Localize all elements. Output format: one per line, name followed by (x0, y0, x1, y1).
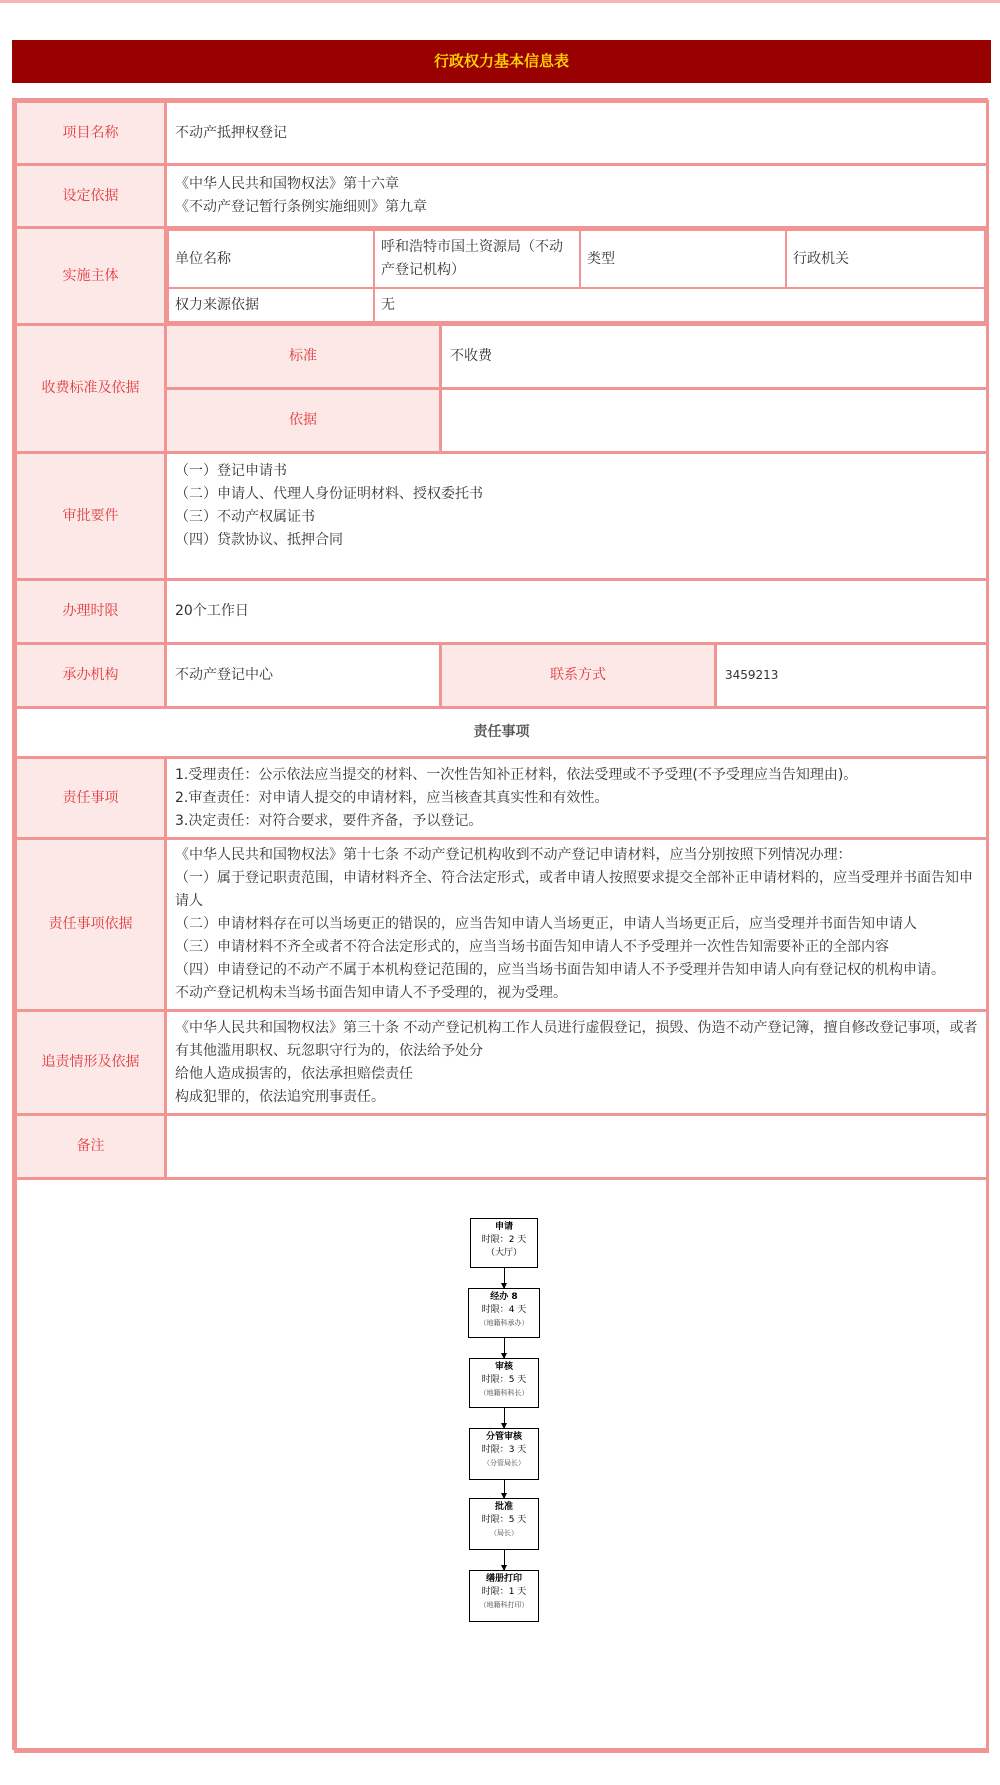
project-name-label: 项目名称 (16, 102, 166, 165)
duty-basis-line: 《中华人民共和国物权法》第十七条 不动产登记机构收到不动产登记申请材料，应当分别按照下列情况办理： (175, 847, 852, 863)
requirement-item: （一）登记申请书 (175, 463, 287, 479)
flow-arrow (504, 1268, 505, 1288)
contact-label: 联系方式 (441, 644, 716, 708)
page-title: 行政权力基本信息表 (12, 40, 991, 83)
flowchart (17, 1180, 986, 1750)
source-value: 无 (374, 288, 985, 322)
duty-basis-line: （二）申请材料存在可以当场更正的错误的，应当告知申请人当场更正，申请人当场更正后，应当受理并书面告知申请人 (175, 916, 917, 932)
duty-basis-value (166, 839, 988, 1011)
row-requirements (16, 453, 988, 580)
flow-arrow (504, 1480, 505, 1498)
accountability-label: 追责情形及依据 (16, 1011, 166, 1115)
remarks-value (166, 1115, 988, 1179)
source-label: 权力来源依据 (168, 288, 374, 322)
flow-arrow (504, 1550, 505, 1570)
flowchart-cell (16, 1179, 988, 1752)
flow-arrow (504, 1338, 505, 1358)
flow-step-print: 缮册打印 时限：1 天 （地籍科打印） (469, 1570, 539, 1622)
fee-basis-label: 依据 (166, 389, 441, 453)
basis-label: 设定依据 (16, 165, 166, 228)
accountability-line: 构成犯罪的，依法追究刑事责任。 (175, 1088, 385, 1105)
project-name-value: 不动产抵押权登记 (166, 102, 988, 165)
fee-basis-value (441, 389, 988, 453)
row-duty-basis (16, 839, 988, 1011)
duties-value (166, 758, 988, 839)
row-agency (16, 644, 988, 708)
contact-value: 3459213 (716, 644, 988, 708)
row-remarks (16, 1115, 988, 1179)
type-label: 类型 (580, 230, 786, 288)
duty-basis-label: 责任事项依据 (16, 839, 166, 1011)
section-title: 责任事项 (16, 708, 988, 758)
fee-label: 收费标准及依据 (16, 325, 166, 453)
basis-line: 《不动产登记暂行条例实施细则》第九章 (175, 199, 427, 215)
top-border (0, 0, 1000, 3)
subject-cell (166, 228, 988, 325)
row-accountability (16, 1011, 988, 1115)
time-limit-value: 20个工作日 (166, 580, 988, 644)
duty-basis-line: （四）申请登记的不动产不属于本机构登记范围的，应当当场书面告知申请人不予受理并告知申请人向有登记权的机构申请。 (175, 962, 945, 978)
accountability-line: 给他人造成损害的，依法承担赔偿责任 (175, 1065, 413, 1082)
row-flowchart (16, 1179, 988, 1752)
row-basis (16, 165, 988, 228)
flow-step-review: 审核 时限：5 天 （地籍科科长） (469, 1358, 539, 1408)
requirements-label: 审批要件 (16, 453, 166, 580)
row-duties (16, 758, 988, 839)
flow-step-apply: 申请 时限：2 天 （大厅） (470, 1218, 538, 1268)
duty-item: 3.决定责任：对符合要求，要件齐备，予以登记。 (175, 812, 483, 829)
time-limit-label: 办理时限 (16, 580, 166, 644)
duties-label: 责任事项 (16, 758, 166, 839)
duty-basis-line: 不动产登记机构未当场书面告知申请人不予受理的，视为受理。 (175, 985, 567, 1001)
requirement-item: （二）申请人、代理人身份证明材料、授权委托书 (175, 486, 483, 502)
subject-inner-table (167, 229, 986, 323)
accountability-line: 《中华人民共和国物权法》第三十条 不动产登记机构工作人员进行虚假登记，损毁、伪造不动产登记簿，擅自修改登记事项，或者有其他滥用职权、玩忽职守行为的，依法给予处分 (175, 1019, 978, 1059)
basis-line: 《中华人民共和国物权法》第十六章 (175, 176, 399, 192)
subject-label: 实施主体 (16, 228, 166, 325)
basis-value (166, 165, 988, 228)
info-table (14, 100, 989, 1753)
row-project-name (16, 102, 988, 165)
flow-step-deputy-review: 分管审核 时限：3 天 （分管局长） (469, 1428, 539, 1480)
type-value: 行政机关 (786, 230, 985, 288)
accountability-value (166, 1011, 988, 1115)
row-subject (16, 228, 988, 325)
requirement-item: （四）贷款协议、抵押合同 (175, 532, 343, 548)
flow-arrow (504, 1408, 505, 1428)
fee-standard-label: 标准 (166, 325, 441, 389)
unit-value: 呼和浩特市国土资源局（不动产登记机构） (374, 230, 580, 288)
duty-item: 2.审查责任：对申请人提交的申请材料，应当核查其真实性和有效性。 (175, 789, 609, 806)
fee-standard-value: 不收费 (441, 325, 988, 389)
duty-item: 1.受理责任：公示依法应当提交的材料、一次性告知补正材料，依法受理或不予受理(不予受理应当告知理由)。 (175, 766, 858, 783)
row-fee-standard (16, 325, 988, 389)
duty-basis-line: （三）申请材料不齐全或者不符合法定形式的，应当当场书面告知申请人不予受理并一次性告知需要补正的全部内容 (175, 939, 889, 955)
agency-label: 承办机构 (16, 644, 166, 708)
flow-step-handle: 经办 8 时限：4 天 （地籍科承办） (468, 1288, 540, 1338)
requirement-item: （三）不动产权属证书 (175, 509, 315, 525)
flow-step-approve: 批准 时限：5 天 （局长） (469, 1498, 539, 1550)
unit-label: 单位名称 (168, 230, 374, 288)
requirements-value (166, 453, 988, 580)
row-section-title (16, 708, 988, 758)
agency-value: 不动产登记中心 (166, 644, 441, 708)
row-time-limit (16, 580, 988, 644)
duty-basis-line: （一）属于登记职责范围，申请材料齐全、符合法定形式，或者申请人按照要求提交全部补正申请材料的，应当受理并书面告知申请人 (175, 870, 973, 909)
remarks-label: 备注 (16, 1115, 166, 1179)
